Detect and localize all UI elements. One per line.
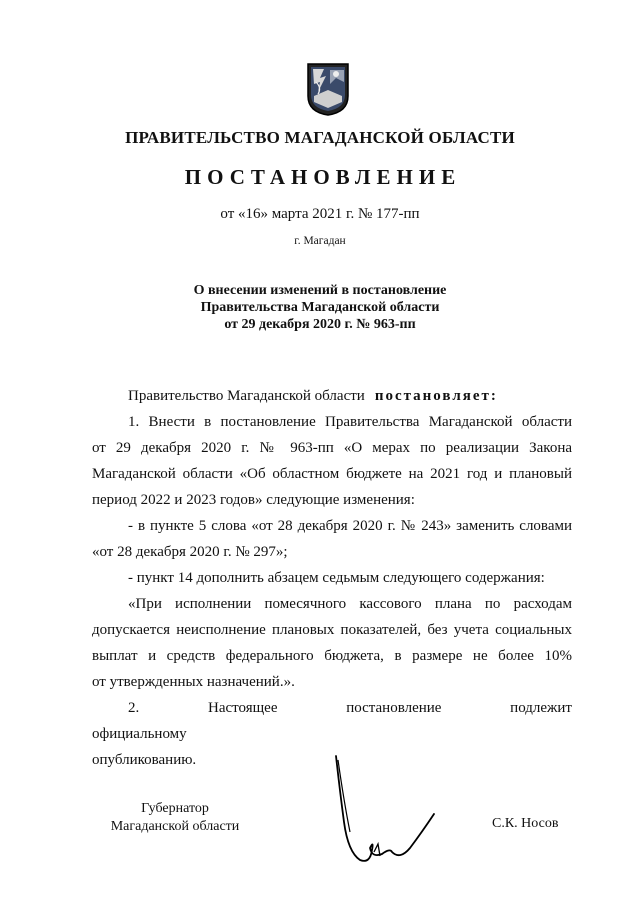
document-body (92, 383, 572, 773)
item-1-line: период 2022 и 2023 годов» следующие изменения: (92, 492, 415, 508)
document-subject (0, 282, 640, 333)
preamble (92, 383, 572, 409)
subject-line: О внесении изменений в постановление (193, 283, 447, 298)
subject-line: от 29 декабря 2020 г. № 963-пп (224, 317, 416, 332)
quote-line: допускается неисполнение плановых показателей, без учета социальных (92, 622, 572, 638)
item-1-line: от 29 декабря 2020 г. № 963-пп «О мерах по реализации Закона (92, 440, 572, 456)
position-line: Магаданской области (110, 819, 240, 834)
position-line: Губернатор (141, 801, 209, 816)
quote-line: выплат и средств федерального бюджета, в размере не более 10% (92, 648, 572, 664)
subject-line: Правительства Магаданской области (200, 300, 440, 315)
quote-line: от утвержденных назначений.». (92, 674, 295, 690)
signatory-position (100, 800, 250, 836)
signatory-name: С.К. Носов (492, 816, 559, 831)
item-1 (92, 409, 572, 513)
coat-of-arms-icon (306, 62, 350, 116)
preamble-text: Правительство Магаданской области (128, 388, 365, 404)
document-city: г. Магадан (294, 235, 346, 247)
item-2-line: опубликованию. (92, 752, 197, 768)
change-1-line: - в пункте 5 слова «от 28 декабря 2020 г. № 243» заменить словами (128, 518, 572, 534)
preamble-verb: постановляет: (374, 388, 498, 404)
organization-name: ПРАВИТЕЛЬСТВО МАГАДАНСКОЙ ОБЛАСТИ (125, 128, 515, 147)
document-date-number: от «16» марта 2021 г. № 177-пп (220, 206, 420, 222)
item-2-line: 2. Настоящее постановление подлежит официальному (92, 700, 572, 742)
change-1-line: «от 28 декабря 2020 г. № 297»; (92, 544, 288, 560)
quoted-paragraph (92, 591, 572, 695)
item-1-line: 1. Внести в постановление Правительства Магаданской области (128, 414, 572, 430)
document-type: ПОСТАНОВЛЕНИЕ (184, 165, 462, 189)
change-2: - пункт 14 дополнить абзацем седьмым следующего содержания: (128, 570, 545, 586)
item-1-line: Магаданской области «Об областном бюджете на 2021 год и плановый (92, 466, 572, 482)
handwritten-signature (330, 752, 440, 872)
quote-line: «При исполнении помесячного кассового плана по расходам (128, 596, 572, 612)
change-1 (92, 513, 572, 565)
